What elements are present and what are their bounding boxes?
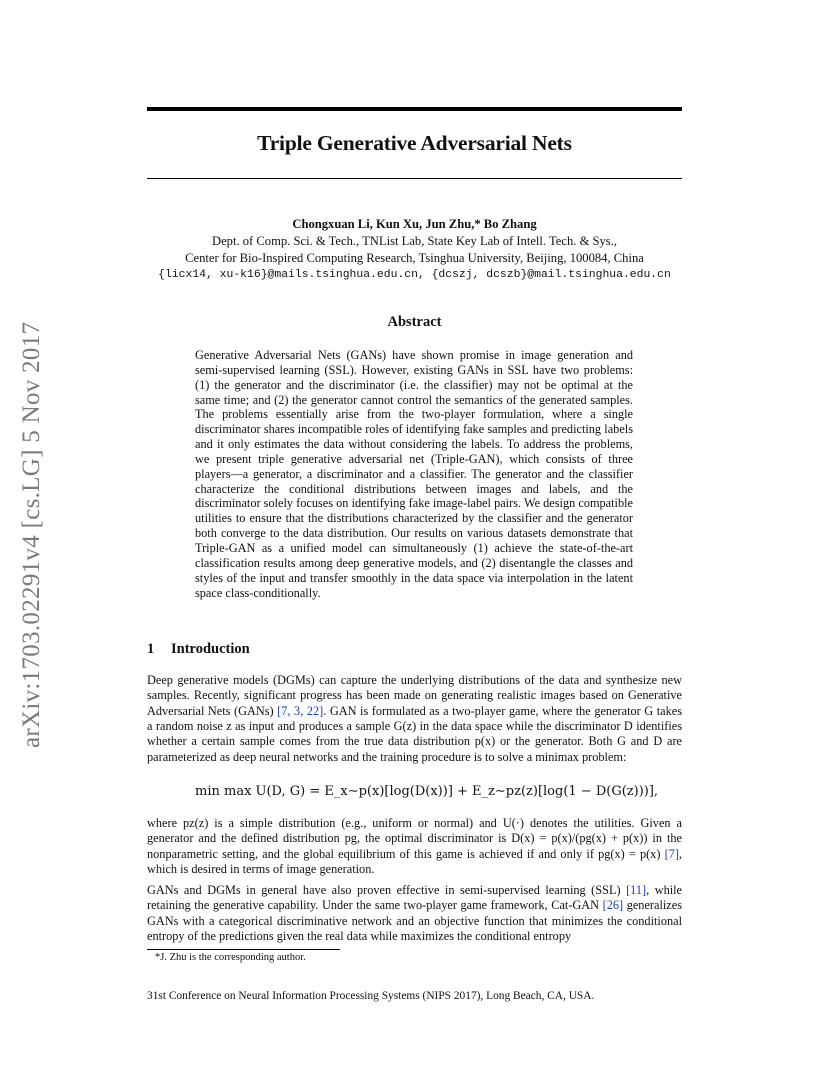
paragraph-text: generalizes GANs with a categorical discriminative network and an objective function that minimizes the conditional entropy of the predictions given the real data while maximizes the conditional entropy [147, 898, 682, 944]
citation-link[interactable]: [26] [602, 898, 624, 913]
abstract-heading: Abstract [387, 314, 442, 330]
author-block [147, 216, 682, 284]
paragraph-text: Deep generative models (DGMs) can capture the underlying distributions of the data and synthesize new samples. Recently, significant progress has been made on generating realistic images based on Generative Adversarial Nets (GANs) [147, 673, 682, 718]
intro-paragraph-2 [147, 816, 682, 877]
section-heading [147, 641, 250, 658]
paragraph-text: where pz(z) is a simple distribution (e.g., uniform or normal) and U(·) denotes the utilities. Given a generator and the defined distribution pg, the optimal discriminator is D(x) = p(x)/(pg(x) + p(x)) in the nonparametric setting, and the global equilibrium of this game is achieved if and only if pg(x) = p(x) [147, 816, 682, 861]
citation-link[interactable]: [7, 3, 22] [277, 703, 324, 718]
paragraph-text: , which is desired in terms of image generation. [147, 846, 682, 877]
section-number: 1 [147, 641, 155, 657]
title-top-rule [147, 107, 682, 111]
affiliation-line-2: Center for Bio-Inspired Computing Research, Tsinghua University, Beijing, 100084, China [185, 251, 644, 265]
section-title: Introduction [171, 641, 250, 657]
conference-footer: 31st Conference on Neural Information Processing Systems (NIPS 2017), Long Beach, CA, USA. [147, 990, 595, 1002]
arxiv-stamp: arXiv:1703.02291v4 [cs.LG] 5 Nov 2017 [18, 321, 45, 748]
paragraph-text: . GAN is formulated as a two-player game, where the generator G takes a random noise z as input and produces a sample G(z) in the data space while the discriminator D identifies whether a certain sample comes from the true data distribution p(x) or the generator. Both G and D are parameterized as deep neural networks and the training procedure is to solve a minimax problem: [147, 703, 682, 764]
author-emails: {licx14, xu-k16}@mails.tsinghua.edu.cn, {dcszj, dcszb}@mail.tsinghua.edu.cn [158, 269, 671, 281]
paragraph-text: GANs and DGMs in general have also proven effective in semi-supervised learning (SSL) [147, 883, 627, 897]
citation-link[interactable]: [7] [664, 846, 679, 861]
footnote-rule [147, 949, 340, 950]
intro-paragraph-3 [147, 883, 682, 944]
author-names: Chongxuan Li, Kun Xu, Jun Zhu,* Bo Zhang [292, 217, 537, 231]
paper-title: Triple Generative Adversarial Nets [257, 131, 572, 155]
citation-link[interactable]: [11] [626, 883, 647, 897]
affiliation-line-1: Dept. of Comp. Sci. & Tech., TNList Lab, State Key Lab of Intell. Tech. & Sys., [211, 234, 618, 248]
paragraph-text: , while retaining the generative capability. Under the same two-player game framework, Cat-GAN [147, 883, 683, 913]
minimax-equation: min max U(D, G) = E_x∼p(x)[log(D(x))] + E_z∼pz(z)[log(1 − D(G(z)))], [195, 784, 659, 799]
footnote: *J. Zhu is the corresponding author. [155, 952, 306, 963]
intro-paragraph-1 [147, 673, 682, 765]
title-bottom-rule [147, 178, 682, 179]
abstract-text: Generative Adversarial Nets (GANs) have shown promise in image generation and semi-supervised learning (SSL). However, existing GANs in SSL have two problems: (1) the generator and the discriminator (i.e. the classifier) may not be optimal at the same time; and (2) the generator cannot control the semantics of the generated samples. The problems essentially arise from the two-player formulation, where a single discriminator shares incompatible roles of identifying fake samples and predicting labels and it only estimates the data without considering the labels. To address the problems, we present triple generative adversarial net (Triple-GAN), which consists of three players—a generator, a discriminator and a classifier. The generator and the classifier characterize the conditional distributions between images and labels, and the discriminator solely focuses on identifying fake image-label pairs. We design compatible utilities to ensure that the distributions characterized by the classifier and the generator both converge to the data distribution. Our results on various datasets demonstrate that Triple-GAN as a unified model can simultaneously (1) achieve the state-of-the-art classification results among deep generative models, and (2) disentangle the classes and styles of the input and transfer smoothly in the data space via interpolation in the latent space class-conditionally. [195, 348, 633, 600]
